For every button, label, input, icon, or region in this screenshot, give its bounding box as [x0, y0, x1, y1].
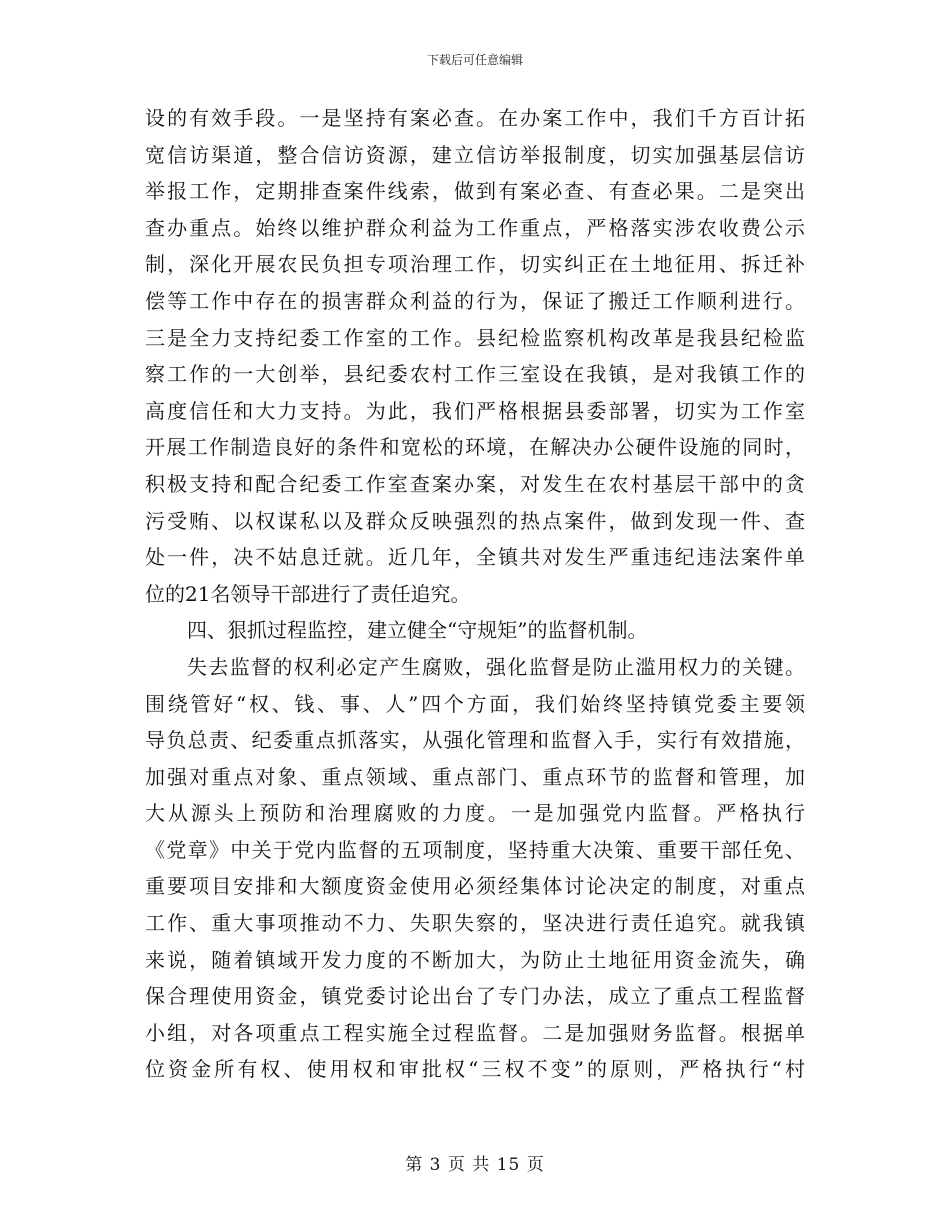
text-line: 宽信访渠道，整合信访资源，建立信访举报制度，切实加强基层信访	[145, 142, 805, 167]
text-line: 《党章》中关于党内监督的五项制度，坚持重大决策、重要干部任免、	[145, 837, 805, 862]
text-line: 举报工作，定期排查案件线索，做到有案必查、有查必果。二是突出	[145, 179, 805, 204]
text-line: 偿等工作中存在的损害群众利益的行为，保证了搬迁工作顺利进行。	[145, 288, 805, 313]
text-line: 工作、重大事项推动不力、失职失察的，坚决进行责任追究。就我镇	[145, 911, 805, 936]
text-line: 污受贿、以权谋私以及群众反映强烈的热点案件，做到发现一件、查	[145, 508, 805, 533]
text-line: 围绕管好“权、钱、事、人”四个方面，我们始终坚持镇党委主要领	[145, 691, 805, 716]
text-line: 位的21名领导干部进行了责任追究。	[145, 581, 471, 606]
text-line: 处一件，决不姑息迁就。近几年，全镇共对发生严重违纪违法案件单	[145, 545, 805, 570]
text-line: 失去监督的权利必定产生腐败，强化监督是防止滥用权力的关键。	[187, 654, 805, 679]
text-line: 设的有效手段。一是坚持有案必查。在办案工作中，我们千方百计拓	[145, 106, 805, 130]
text-line: 开展工作制造良好的条件和宽松的环境，在解决办公硬件设施的同时，	[145, 435, 805, 460]
page-header: 下载后可任意编辑	[426, 53, 523, 67]
page-number-footer: 第 3 页 共 15 页	[405, 1155, 545, 1175]
section-heading: 四、狠抓过程监控，建立健全“守规矩”的监督机制。	[187, 618, 648, 643]
text-line: 积极支持和配合纪委工作室查案办案，对发生在农村基层干部中的贪	[145, 471, 805, 496]
text-line: 小组，对各项重点工程实施全过程监督。二是加强财务监督。根据单	[145, 1020, 805, 1045]
text-line: 来说，随着镇域开发力度的不断加大，为防止土地征用资金流失，确	[145, 947, 805, 972]
text-line: 导负总责、纪委重点抓落实，从强化管理和监督入手，实行有效措施，	[145, 728, 805, 753]
text-line: 高度信任和大力支持。为此，我们严格根据县委部署，切实为工作室	[145, 398, 805, 423]
text-line: 察工作的一大创举，县纪委农村工作三室设在我镇，是对我镇工作的	[145, 362, 805, 387]
text-line: 位资金所有权、使用权和审批权“三权不变”的原则，严格执行“村	[145, 1057, 805, 1082]
text-line: 查办重点。始终以维护群众利益为工作重点，严格落实涉农收费公示	[145, 215, 805, 240]
text-line: 保合理使用资金，镇党委讨论出台了专门办法，成立了重点工程监督	[145, 984, 805, 1009]
text-line: 三是全力支持纪委工作室的工作。县纪检监察机构改革是我县纪检监	[145, 325, 805, 350]
text-line: 加强对重点对象、重点领域、重点部门、重点环节的监督和管理，加	[145, 764, 805, 789]
text-line: 大从源头上预防和治理腐败的力度。一是加强党内监督。严格执行	[145, 801, 805, 826]
document-body	[145, 100, 805, 1088]
text-line: 制，深化开展农民负担专项治理工作，切实纠正在土地征用、拆迁补	[145, 252, 805, 277]
text-line: 重要项目安排和大额度资金使用必须经集体讨论决定的制度，对重点	[145, 874, 805, 899]
